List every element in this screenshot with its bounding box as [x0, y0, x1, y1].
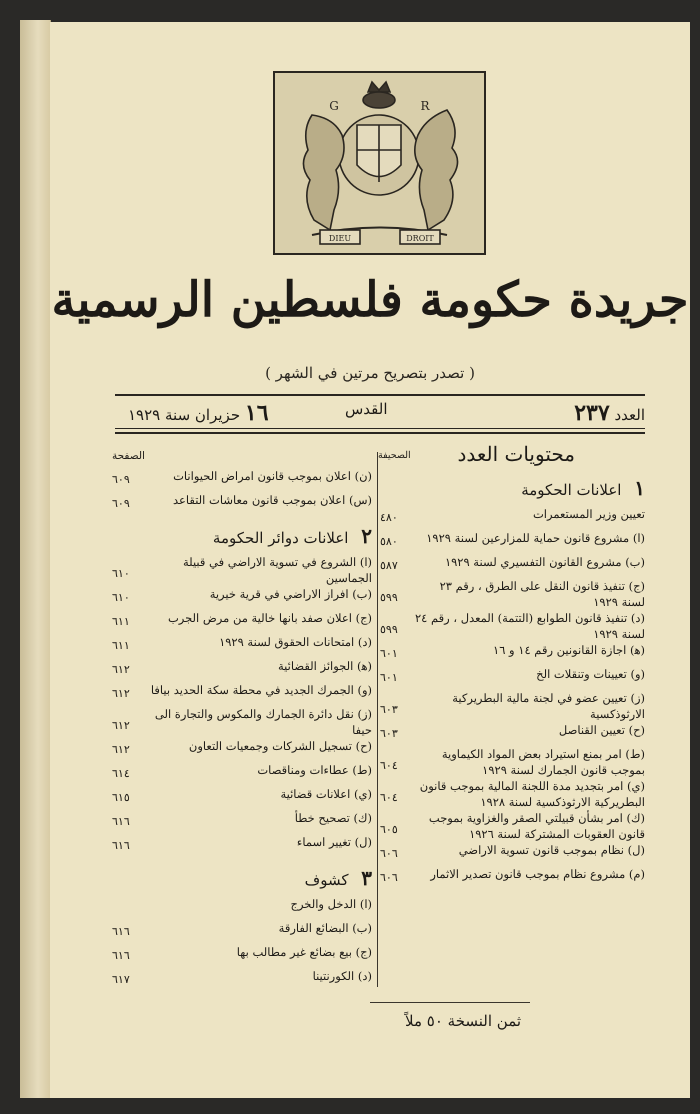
- entry-page-number: ٦٠٥: [380, 823, 398, 836]
- entry-text: [146, 810, 372, 826]
- entry-title: اعلان صفد بانها خالية من مرض الجرب: [167, 611, 352, 625]
- page-column-label: الصحيفة: [378, 450, 411, 461]
- entry-label: (د): [357, 969, 372, 983]
- entry-title: الدخل والخرج: [290, 897, 357, 911]
- entry-label: (ك): [353, 811, 372, 825]
- entry-title: مشروع قانون حماية للمزارعين لسنة ١٩٢٩: [426, 531, 630, 545]
- entry-title: تنفيذ قانون الطوابع (التتمة) المعدل ، رقم ٢٤ لسنة ١٩٢٩: [414, 611, 645, 641]
- entry-title: الجمرك الجديد في محطة سكة الحديد بيافا: [150, 683, 354, 697]
- issue-number-value: ٢٣٧: [574, 400, 610, 426]
- entry-page-number: ٦٠٩: [112, 497, 130, 510]
- column-divider: [377, 452, 378, 987]
- entry-text: [146, 554, 372, 586]
- entry-label: (ز): [357, 707, 372, 721]
- section-1-list: [380, 506, 645, 890]
- royal-coat-of-arms: [272, 70, 487, 256]
- contents-entry: [112, 658, 372, 682]
- entry-title: نظام بموجب قانون تسوية الاراضي: [458, 843, 624, 857]
- entry-text: [414, 690, 645, 722]
- entry-page-number: ٦١٢: [112, 743, 130, 756]
- entry-page-number: ٦١٠: [112, 591, 130, 604]
- entry-label: (ج): [355, 611, 372, 625]
- contents-entry: [380, 690, 645, 722]
- entry-label: (ب): [352, 587, 372, 601]
- entry-page-number: ٦١٧: [112, 973, 130, 986]
- motto-left: DIEU: [328, 234, 352, 243]
- header-rule-mid: [115, 428, 645, 429]
- entry-text: [146, 468, 372, 484]
- section-2-heading: ٢ اعلانات دوائر الحكومة: [212, 524, 372, 548]
- entry-label: (ﻫ): [356, 659, 372, 673]
- contents-right-column: [378, 442, 645, 890]
- entry-text: [414, 506, 645, 522]
- contents-entry: [112, 468, 372, 492]
- entry-page-number: ٦٠٦: [380, 871, 398, 884]
- header-rule-top: [115, 394, 645, 396]
- entry-title: الشروع في تسوية الاراضي في قبيلة الجماسين: [182, 555, 372, 585]
- contents-left-column: [112, 450, 372, 992]
- entry-title: اعلانات قضائية: [280, 787, 351, 801]
- contents-entry: [380, 610, 645, 642]
- entry-label: (ب): [625, 555, 645, 569]
- contents-entry: [112, 634, 372, 658]
- entry-text: [414, 530, 645, 546]
- entry-title: الكورنتينا: [312, 969, 355, 983]
- entry-label: (ك): [626, 811, 645, 825]
- entry-label: (ز): [630, 691, 645, 705]
- entry-title: مشروع القانون التفسيري لسنة ١٩٢٩: [444, 555, 622, 569]
- contents-entry: [112, 920, 372, 944]
- entry-text: [146, 762, 372, 778]
- contents-entry: [380, 578, 645, 610]
- entry-label: (ل): [627, 843, 645, 857]
- entry-text: [414, 746, 645, 778]
- entry-title: امر بشأن قبيلتي الصقر والغزاوية بموجب قانون العقوبات المشتركة لسنة ١٩٢٦: [428, 811, 645, 841]
- entry-text: [146, 586, 372, 602]
- entry-label: (و): [630, 667, 645, 681]
- contents-entry: [112, 738, 372, 762]
- entry-title: البضائع الفارقة: [278, 921, 349, 935]
- entry-text: [146, 786, 372, 802]
- entry-page-number: ٦١٠: [112, 567, 130, 580]
- entry-text: [146, 896, 372, 912]
- contents-entry: [112, 586, 372, 610]
- entry-page-number: ٦١٦: [112, 949, 130, 962]
- contents-entry: [380, 642, 645, 666]
- section-1-heading: ١ اعلانات الحكومة: [521, 476, 645, 500]
- entry-label: (ط): [352, 763, 372, 777]
- entry-label: (ج): [355, 945, 372, 959]
- contents-entry: [112, 810, 372, 834]
- entry-label: (و): [357, 683, 372, 697]
- contents-entry: [112, 968, 372, 992]
- entry-text: [414, 554, 645, 570]
- contents-entry: [380, 666, 645, 690]
- contents-entry: [112, 786, 372, 810]
- entry-title: تغيير اسماء: [296, 835, 351, 849]
- entry-title: تصحيح خطأ: [294, 811, 350, 825]
- entry-title: امر بمنع استيراد بعض المواد الكيماوية بموجب قانون الجمارك لسنة ١٩٢٩: [441, 747, 645, 777]
- entry-label: (ل): [354, 835, 372, 849]
- contents-entry: [112, 610, 372, 634]
- entry-page-number: ٦١٦: [112, 815, 130, 828]
- entry-label: (م): [628, 867, 645, 881]
- contents-entry: [380, 746, 645, 778]
- contents-entry: [380, 810, 645, 842]
- entry-text: [414, 866, 645, 882]
- entry-text: [146, 658, 372, 674]
- entry-title: اعلان بموجب قانون امراض الحيوانات: [173, 469, 351, 483]
- footer-rule: [370, 1002, 530, 1003]
- contents-title: محتويات العدد الصحيفة: [378, 442, 575, 466]
- contents-entry: [112, 896, 372, 920]
- issue-day: ١٦: [244, 400, 269, 426]
- entry-text: [146, 834, 372, 850]
- entry-page-number: ٦١٤: [112, 767, 130, 780]
- entry-page-number: ٦٠٤: [380, 791, 398, 804]
- issue-month-year: حزيران سنة ١٩٢٩: [128, 406, 241, 424]
- entry-title: الجوائز القضائية: [278, 659, 354, 673]
- motto-right: DROIT: [406, 234, 434, 243]
- issue-place: القدس: [345, 400, 388, 418]
- entry-page-number: ٦١١: [112, 639, 130, 652]
- entry-text: [146, 492, 372, 508]
- entry-text: [414, 578, 645, 610]
- entry-label: (ا): [359, 555, 372, 569]
- entry-label: (س): [348, 493, 372, 507]
- entry-page-number: ٦٠٦: [380, 847, 398, 860]
- section-3-heading: ٣ كشوف: [304, 866, 372, 890]
- entry-page-number: ٤٨٠: [380, 511, 398, 524]
- entry-text: [414, 722, 645, 738]
- entry-page-number: ٥٨٧: [380, 559, 398, 572]
- entry-text: [414, 810, 645, 842]
- entry-page-number: ٦١٢: [112, 719, 130, 732]
- entry-label: (ب): [352, 921, 372, 935]
- entry-page-number: ٦١٥: [112, 791, 130, 804]
- entry-text: [146, 920, 372, 936]
- contents-entry: [380, 506, 645, 530]
- entry-title: عطاءات ومناقصات: [257, 763, 349, 777]
- entry-title: تعيين القناصل: [558, 723, 625, 737]
- contents-entry: [380, 866, 645, 890]
- contents-entry: [112, 706, 372, 738]
- entry-page-number: ٥٨٠: [380, 535, 398, 548]
- entry-title: تسجيل الشركات وجمعيات التعاون: [188, 739, 352, 753]
- entry-title: مشروع نظام بموجب قانون تصدير الاثمار: [430, 867, 626, 881]
- entry-text: [146, 944, 372, 960]
- contents-entry: [112, 554, 372, 586]
- gazette-title: جريدة حكومة فلسطين الرسمية: [51, 272, 689, 328]
- entry-label: (ط): [625, 747, 645, 761]
- entry-title: امتحانات الحقوق لسنة ١٩٢٩: [219, 635, 355, 649]
- entry-page-number: ٦٠٣: [380, 703, 398, 716]
- entry-page-number: ٦١١: [112, 615, 130, 628]
- entry-title: تعيين عضو في لجنة مالية البطريركية الارثوذكسية: [452, 691, 645, 721]
- section-2-list: [112, 554, 372, 858]
- entry-title: اجازة القانونين رقم ١٤ و ١٦: [493, 643, 627, 657]
- entry-title: افراز الاراضي في قرية خيرية: [209, 587, 349, 601]
- contents-entry: [380, 722, 645, 746]
- entry-text: [146, 634, 372, 650]
- entry-title: اعلان بموجب قانون معاشات التقاعد: [172, 493, 346, 507]
- entry-text: [414, 642, 645, 658]
- contents-entry: [112, 834, 372, 858]
- page-column-label-left: الصفحة: [112, 450, 145, 462]
- entry-text: [414, 666, 645, 682]
- monogram-left: G: [329, 99, 339, 113]
- entry-page-number: ٦٠٩: [112, 473, 130, 486]
- section-3-list: [112, 896, 372, 992]
- entry-page-number: ٥٩٩: [380, 623, 398, 636]
- contents-entry: [112, 944, 372, 968]
- entry-title: بيع بضائع غير مطالب بها: [236, 945, 352, 959]
- entry-text: [414, 778, 645, 810]
- issue-label: العدد: [614, 406, 645, 424]
- entry-text: [414, 610, 645, 642]
- gazette-subtitle: ( تصدر بتصريح مرتين في الشهر ): [265, 364, 475, 382]
- entry-page-number: ٦٠٤: [380, 759, 398, 772]
- entry-title: نقل دائرة الجمارك والمكوس والتجارة الى حيفا: [154, 707, 372, 737]
- entry-text: [146, 706, 372, 738]
- contents-entry: [380, 778, 645, 810]
- section-1-continued-list: [112, 468, 372, 516]
- entry-title: تعيين وزير المستعمرات: [532, 507, 645, 521]
- entry-text: [146, 610, 372, 626]
- book-page-edge: [20, 20, 51, 1098]
- entry-label: (ﻫ): [629, 643, 645, 657]
- contents-entry: [112, 492, 372, 516]
- entry-title: امر بتجديد مدة اللجنة المالية بموجب قانون البطريركية الارثوذكسية لسنة ١٩٢٨: [419, 779, 645, 809]
- issue-date: [128, 400, 269, 426]
- entry-text: [146, 682, 372, 698]
- entry-label: (ي): [354, 787, 372, 801]
- contents-entry: [380, 530, 645, 554]
- contents-entry: [380, 842, 645, 866]
- entry-title: تنفيذ قانون النقل على الطرق ، رقم ٢٣ لسنة ١٩٢٩: [439, 579, 645, 609]
- entry-label: (ا): [632, 531, 645, 545]
- entry-page-number: ٦٠٣: [380, 727, 398, 740]
- entry-page-number: ٦٠١: [380, 671, 398, 684]
- entry-page-number: ٦١٦: [112, 839, 130, 852]
- entry-text: [146, 968, 372, 984]
- entry-label: (ن): [354, 469, 372, 483]
- entry-page-number: ٦١٢: [112, 663, 130, 676]
- entry-page-number: ٦٠١: [380, 647, 398, 660]
- entry-page-number: ٦١٢: [112, 687, 130, 700]
- entry-label: (ا): [359, 897, 372, 911]
- entry-label: (د): [357, 635, 372, 649]
- contents-entry: [380, 554, 645, 578]
- entry-label: (ي): [627, 779, 645, 793]
- entry-text: [414, 842, 645, 858]
- gazette-page: [50, 22, 690, 1098]
- entry-label: (ح): [355, 739, 372, 753]
- issue-price: ثمن النسخة ٥٠ ملاً: [405, 1012, 522, 1030]
- contents-entry: [112, 762, 372, 786]
- contents-entry: [112, 682, 372, 706]
- entry-label: (ج): [628, 579, 645, 593]
- header-rule-bottom: [115, 432, 645, 434]
- entry-label: (د): [630, 611, 645, 625]
- entry-page-number: ٥٩٩: [380, 591, 398, 604]
- monogram-right: R: [420, 99, 430, 113]
- entry-title: تعيينات وتنقلات الخ: [536, 667, 627, 681]
- entry-page-number: ٦١٦: [112, 925, 130, 938]
- entry-label: (ح): [628, 723, 645, 737]
- issue-number: [574, 400, 645, 426]
- entry-text: [146, 738, 372, 754]
